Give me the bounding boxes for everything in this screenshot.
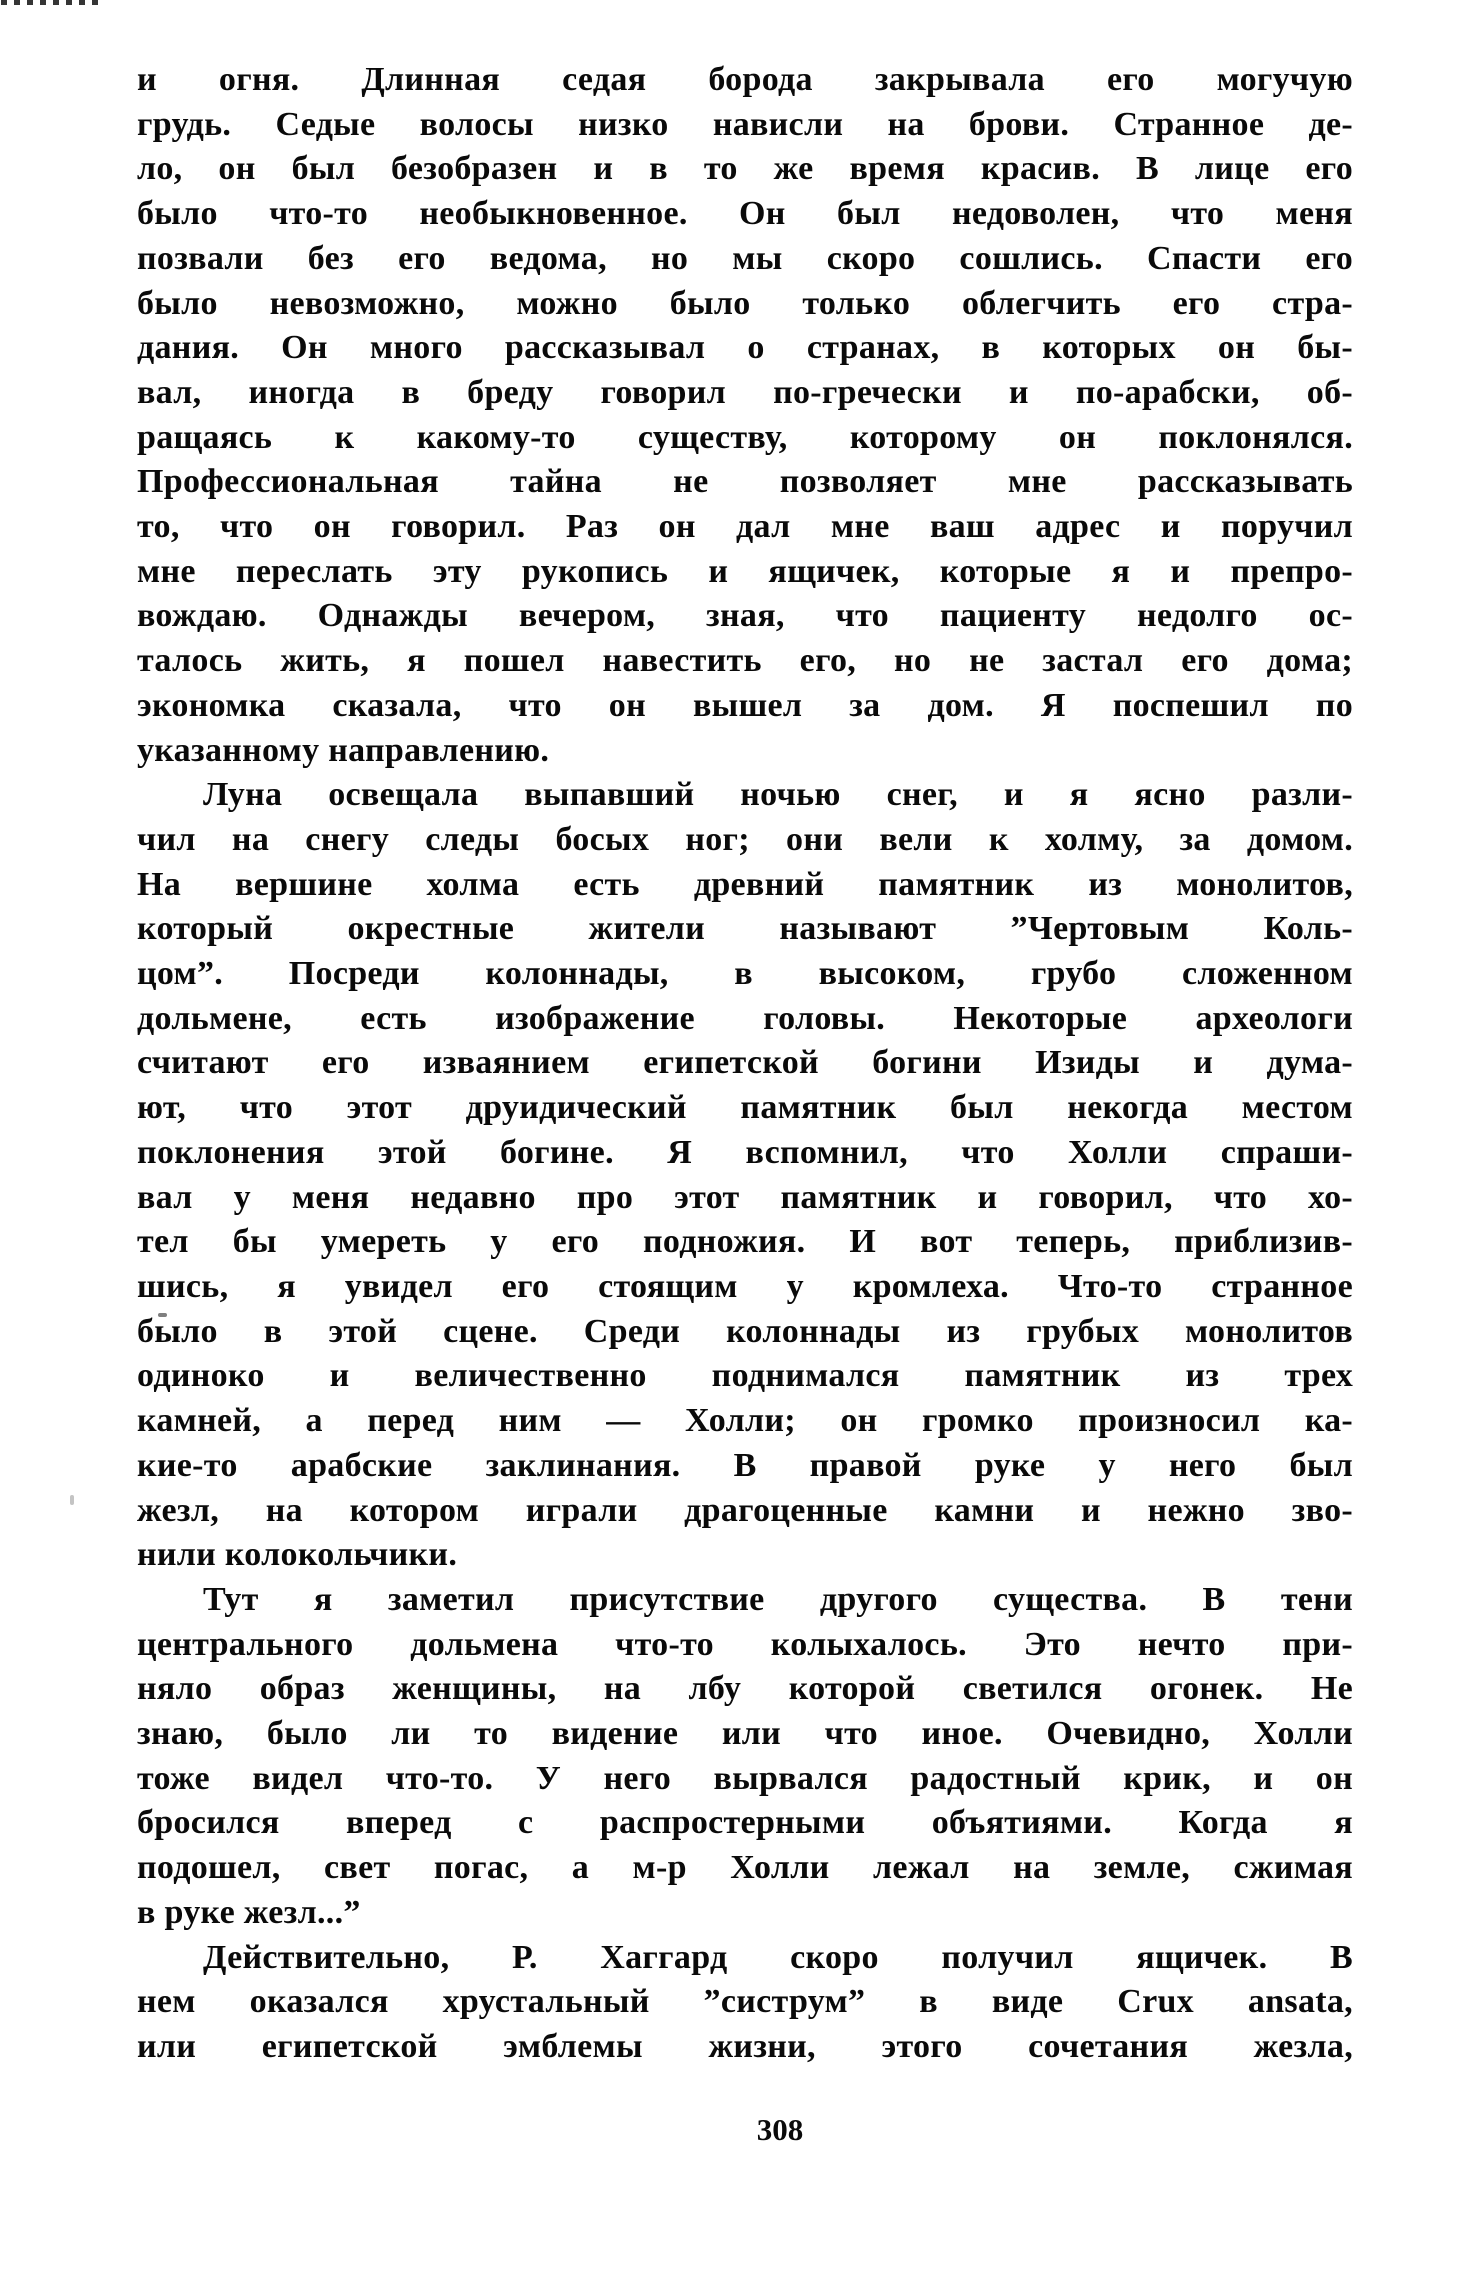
text-line: дольмене, есть изображение головы. Некоторые археологи <box>137 999 1353 1037</box>
text-line: и огня. Длинная седая борода закрывала его могучую <box>137 61 1353 98</box>
text-line: Тут я заметил присутствие другого существа. В тени <box>203 1580 1353 1618</box>
text-line: камней, а перед ним — Холли; он громко произносил ка- <box>137 1402 1353 1440</box>
text-line: На вершине холма есть древний памятник из монолитов, <box>137 865 1353 903</box>
text-block <box>137 58 1353 2070</box>
page-number: 308 <box>756 2112 804 2147</box>
text-line: поклонения этой богине. Я вспомнил, что Холли спраши- <box>137 1133 1353 1171</box>
text-line: ращаясь к какому-то существу, которому он поклонялся. <box>137 418 1353 456</box>
text-line: шись, я увидел его стоящим у кромлеха. Что-то странное <box>137 1267 1353 1305</box>
text-line: в руке жезл...” <box>137 1893 361 1931</box>
text-line: ют, что этот друидический памятник был некогда местом <box>137 1089 1353 1127</box>
text-line: считают его изваянием египетской богини Изиды и дума- <box>137 1044 1353 1082</box>
text-line: знаю, было ли то видение или что иное. Очевидно, Холли <box>137 1715 1353 1753</box>
text-line: тел бы умереть у его подножия. И вот теперь, приблизив- <box>137 1223 1353 1261</box>
text-line: цом”. Посреди колоннады, в высоком, грубо сложенном <box>137 955 1353 993</box>
text-line: чил на снегу следы босых ног; они вели к холму, за домом. <box>137 820 1353 858</box>
text-line: бросился вперед с распростерными объятиями. Когда я <box>137 1804 1353 1842</box>
text-line: позвали без его ведома, но мы скоро сошлись. Спасти его <box>137 239 1353 277</box>
text-line: или египетской эмблемы жизни, этого сочетания жезла, <box>137 2027 1353 2065</box>
text-line: Действительно, Р. Хаггард скоро получил ящичек. В <box>203 1938 1353 1976</box>
text-line: центрального дольмена что-то колыхалось. Это нечто при- <box>137 1625 1353 1663</box>
text-line: жезл, на котором играли драгоценные камни и нежно зво- <box>137 1491 1353 1529</box>
text-line: ло, он был безобразен и в то же время красив. В лице его <box>137 150 1353 188</box>
text-line: вал, иногда в бреду говорил по-гречески и по-арабски, об- <box>137 373 1353 411</box>
text-line: то, что он говорил. Раз он дал мне ваш адрес и поручил <box>137 508 1353 546</box>
text-line: который окрестные жители называют ”Чертовым Коль- <box>137 910 1353 948</box>
text-line: тоже видел что-то. У него вырвался радостный крик, и он <box>137 1759 1353 1797</box>
text-line: было в этой сцене. Среди колоннады из грубых монолитов <box>137 1312 1353 1350</box>
text-line: мне переслать эту рукопись и ящичек, которые я и препро- <box>137 552 1353 590</box>
scan-artifact <box>70 1495 74 1505</box>
text-line: Профессиональная тайна не позволяет мне рассказывать <box>137 463 1353 501</box>
text-line: нем оказался хрустальный ”систрум” в виде Crux ansata, <box>137 1983 1353 2021</box>
text-line: вал у меня недавно про этот памятник и говорил, что хо- <box>137 1178 1353 1216</box>
text-line: талось жить, я пошел навестить его, но не застал его дома; <box>137 642 1353 680</box>
text-line: вождаю. Однажды вечером, зная, что пациенту недолго ос- <box>137 597 1353 635</box>
text-line: нили колокольчики. <box>137 1536 458 1574</box>
text-line: грудь. Седые волосы низко нависли на брови. Странное де- <box>137 105 1353 143</box>
text-line: кие-то арабские заклинания. В правой руке у него был <box>137 1446 1353 1484</box>
text-line: няло образ женщины, на лбу которой светился огонек. Не <box>137 1670 1353 1708</box>
text-line: дания. Он много рассказывал о странах, в которых он бы- <box>137 329 1353 367</box>
text-line: указанному направлению. <box>137 731 550 769</box>
text-line: одиноко и величественно поднимался памятник из трех <box>137 1357 1353 1395</box>
text-line: экономка сказала, что он вышел за дом. Я поспешил по <box>137 686 1353 724</box>
text-line: Луна освещала выпавший ночью снег, и я ясно разли- <box>203 776 1353 814</box>
text-line: подошел, свет погас, а м-р Холли лежал на земле, сжимая <box>137 1849 1353 1887</box>
text-line: было что-то необыкновенное. Он был недоволен, что меня <box>137 195 1353 233</box>
scan-artifact <box>1 0 101 5</box>
text-line: было невозможно, можно было только облегчить его стра- <box>137 284 1353 322</box>
